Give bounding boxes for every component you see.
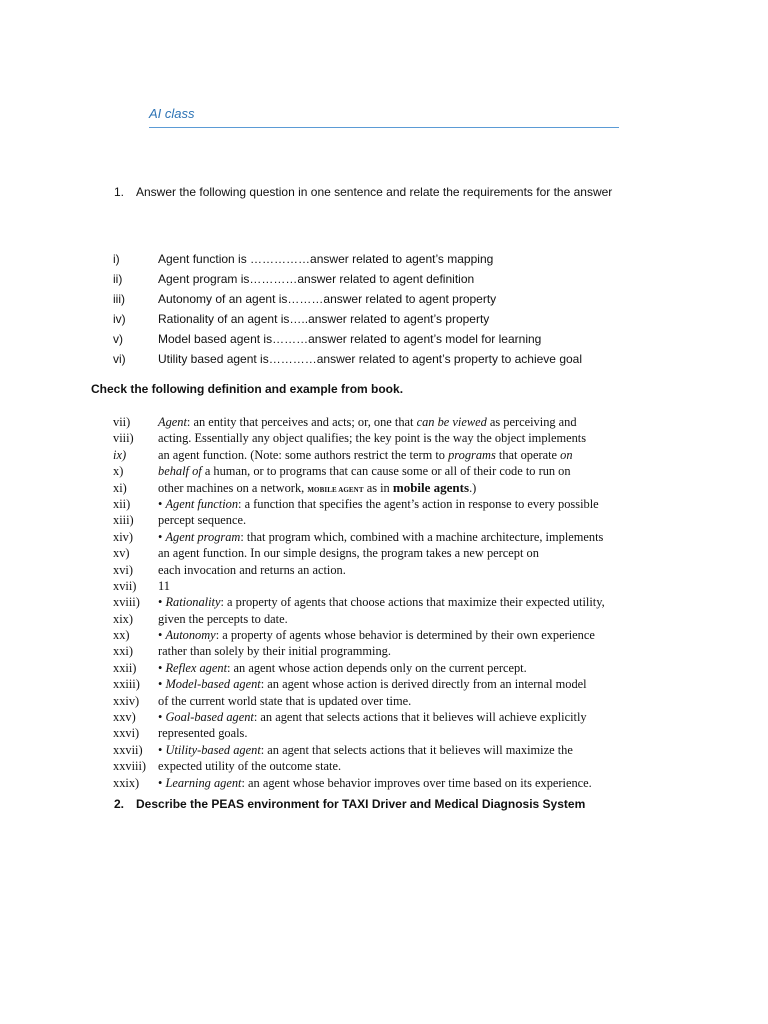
line-number: xii) — [113, 496, 131, 511]
line-number: vii) — [113, 415, 131, 429]
line-number: xxviii) — [113, 759, 147, 774]
text-run: acting. Essentially any object qualifies; the key point is the way the object implements — [158, 431, 587, 446]
italic-term: Model-based agent — [165, 677, 261, 692]
line-number: xv) — [113, 546, 130, 561]
text-run: : a property of agents whose behavior is determined by their own experience — [215, 628, 595, 643]
item-text: Utility based agent is…………answer related to agent’s property to achieve goal — [158, 352, 583, 366]
item-text: Autonomy of an agent is………answer related to agent property — [158, 292, 497, 306]
line-text — [158, 578, 170, 594]
text-run: .) — [469, 480, 477, 495]
line-text — [158, 594, 605, 610]
line-text — [158, 660, 527, 676]
text-run: a human, or to programs that can cause some or all of their code to run on — [201, 464, 571, 479]
header-title: AI class — [149, 106, 195, 121]
line-number: xi) — [113, 480, 127, 495]
line-text — [158, 742, 573, 758]
italic-term: Agent function — [165, 496, 239, 511]
item-text: Rationality of an agent is…..answer related to agent’s property — [158, 312, 490, 326]
text-run: • — [158, 529, 166, 544]
text-run: : an agent that selects actions that it believes will achieve explicitly — [253, 710, 587, 725]
line-number: xxi) — [113, 644, 133, 659]
line-number: xiv) — [113, 529, 133, 544]
text-run: : that program which, combined with a machine architecture, implements — [240, 529, 604, 544]
line-text — [158, 463, 571, 479]
question-2 — [114, 797, 585, 811]
question-text: Answer the following question in one sentence and relate the requirements for the answer — [136, 185, 613, 199]
text-run: : an agent whose action is derived directly from an internal model — [260, 677, 587, 692]
line-number: x) — [113, 464, 124, 479]
line-text — [158, 496, 599, 512]
text-run: 11 — [158, 578, 170, 593]
text-run: : a function that specifies the agent’s action in response to every possible — [238, 496, 599, 511]
line-number: xiii) — [113, 513, 134, 528]
text-run: represented goals. — [158, 726, 248, 741]
line-text — [158, 430, 586, 446]
line-number: xxvi) — [113, 726, 140, 741]
line-text — [158, 562, 346, 578]
line-text — [158, 545, 539, 561]
text-run: each invocation and returns an action. — [158, 562, 346, 577]
text-run: an agent function. In our simple designs, the program takes a new percept on — [158, 546, 539, 561]
question-number: 1. — [114, 185, 125, 199]
line-number: xxii) — [113, 660, 137, 675]
text-run: as perceiving and — [486, 415, 577, 429]
text-run: given the percepts to date. — [158, 611, 288, 626]
line-text — [158, 676, 587, 692]
item-text: Agent function is ……………answer related to agent’s mapping — [158, 252, 494, 266]
italic-term: on — [560, 447, 573, 462]
italic-term: Autonomy — [165, 628, 216, 643]
text-run: : an agent whose action depends only on the current percept. — [227, 660, 527, 675]
item-text: Model based agent is………answer related to agent’s model for learning — [158, 332, 542, 346]
item-number: i) — [113, 252, 120, 266]
item-number: vi) — [113, 352, 126, 366]
italic-term: Agent program — [165, 529, 241, 544]
line-text — [158, 709, 587, 725]
text-run: of the current world state that is updated over time. — [158, 693, 412, 708]
line-number: ix) — [113, 447, 127, 462]
line-number: xxix) — [113, 775, 140, 790]
line-number: xvi) — [113, 562, 133, 577]
line-number: xix) — [113, 611, 133, 626]
text-run: an agent function. (Note: some authors restrict the term to — [158, 447, 449, 462]
italic-term: Agent — [158, 415, 187, 429]
text-run: • — [158, 742, 166, 757]
question-number: 2. — [114, 797, 125, 811]
line-text — [158, 447, 573, 463]
line-text — [158, 529, 603, 545]
text-run: • — [158, 496, 166, 511]
italic-term: Learning agent — [165, 775, 242, 790]
line-text — [158, 627, 595, 643]
line-text — [158, 414, 577, 430]
check-heading: Check the following definition and example from book. — [91, 382, 404, 396]
text-run: as in — [363, 480, 393, 495]
item-number: iv) — [113, 312, 126, 326]
italic-term: can be viewed — [416, 415, 487, 429]
question-text: Describe the PEAS environment for TAXI Driver and Medical Diagnosis System — [136, 797, 586, 811]
margin-term: MOBILE AGENT — [307, 485, 364, 494]
line-text — [158, 611, 288, 627]
text-run: percept sequence. — [158, 513, 247, 528]
italic-term: Goal-based agent — [165, 710, 254, 725]
item-number: iii) — [113, 292, 125, 306]
italic-term: behalf of — [158, 464, 202, 479]
line-number: xxiv) — [113, 693, 140, 708]
bold-term: mobile agents — [392, 479, 470, 495]
header-rule — [149, 127, 619, 128]
line-text — [158, 725, 247, 741]
line-number: xviii) — [113, 595, 140, 610]
line-text — [158, 643, 391, 659]
text-run: • — [158, 660, 166, 675]
text-run: that operate — [495, 447, 561, 462]
text-run: rather than solely by their initial programming. — [158, 644, 391, 659]
text-run: : an entity that perceives and acts; or, one that — [186, 415, 417, 429]
line-text — [158, 512, 246, 528]
text-run: other machines on a network, — [158, 480, 308, 495]
text-run: • — [158, 710, 166, 725]
line-number: xvii) — [113, 578, 137, 593]
text-run: expected utility of the outcome state. — [158, 759, 342, 774]
item-number: ii) — [113, 272, 123, 286]
italic-term: Reflex agent — [165, 660, 228, 675]
text-run: : a property of agents that choose actions that maximize their expected utility, — [220, 595, 605, 610]
line-number: xxvii) — [113, 742, 143, 757]
italic-term: Rationality — [165, 595, 221, 610]
text-run: • — [158, 595, 166, 610]
item-number: v) — [113, 332, 123, 346]
line-text — [158, 758, 341, 774]
line-number: xx) — [113, 628, 130, 643]
line-number: viii) — [113, 431, 134, 446]
text-run: : an agent that selects actions that it believes will maximize the — [260, 742, 573, 757]
item-text: Agent program is…………answer related to agent definition — [158, 272, 475, 286]
text-run: • — [158, 677, 166, 692]
question-1 — [114, 185, 612, 199]
italic-term: Utility-based agent — [165, 742, 261, 757]
line-number: xxiii) — [113, 677, 140, 692]
italic-term: programs — [448, 447, 496, 462]
text-run: • — [158, 775, 166, 790]
line-number: xxv) — [113, 710, 136, 725]
text-run: : an agent whose behavior improves over time based on its experience. — [241, 775, 592, 790]
text-run: • — [158, 628, 166, 643]
line-text — [158, 775, 592, 791]
line-text — [158, 693, 411, 709]
